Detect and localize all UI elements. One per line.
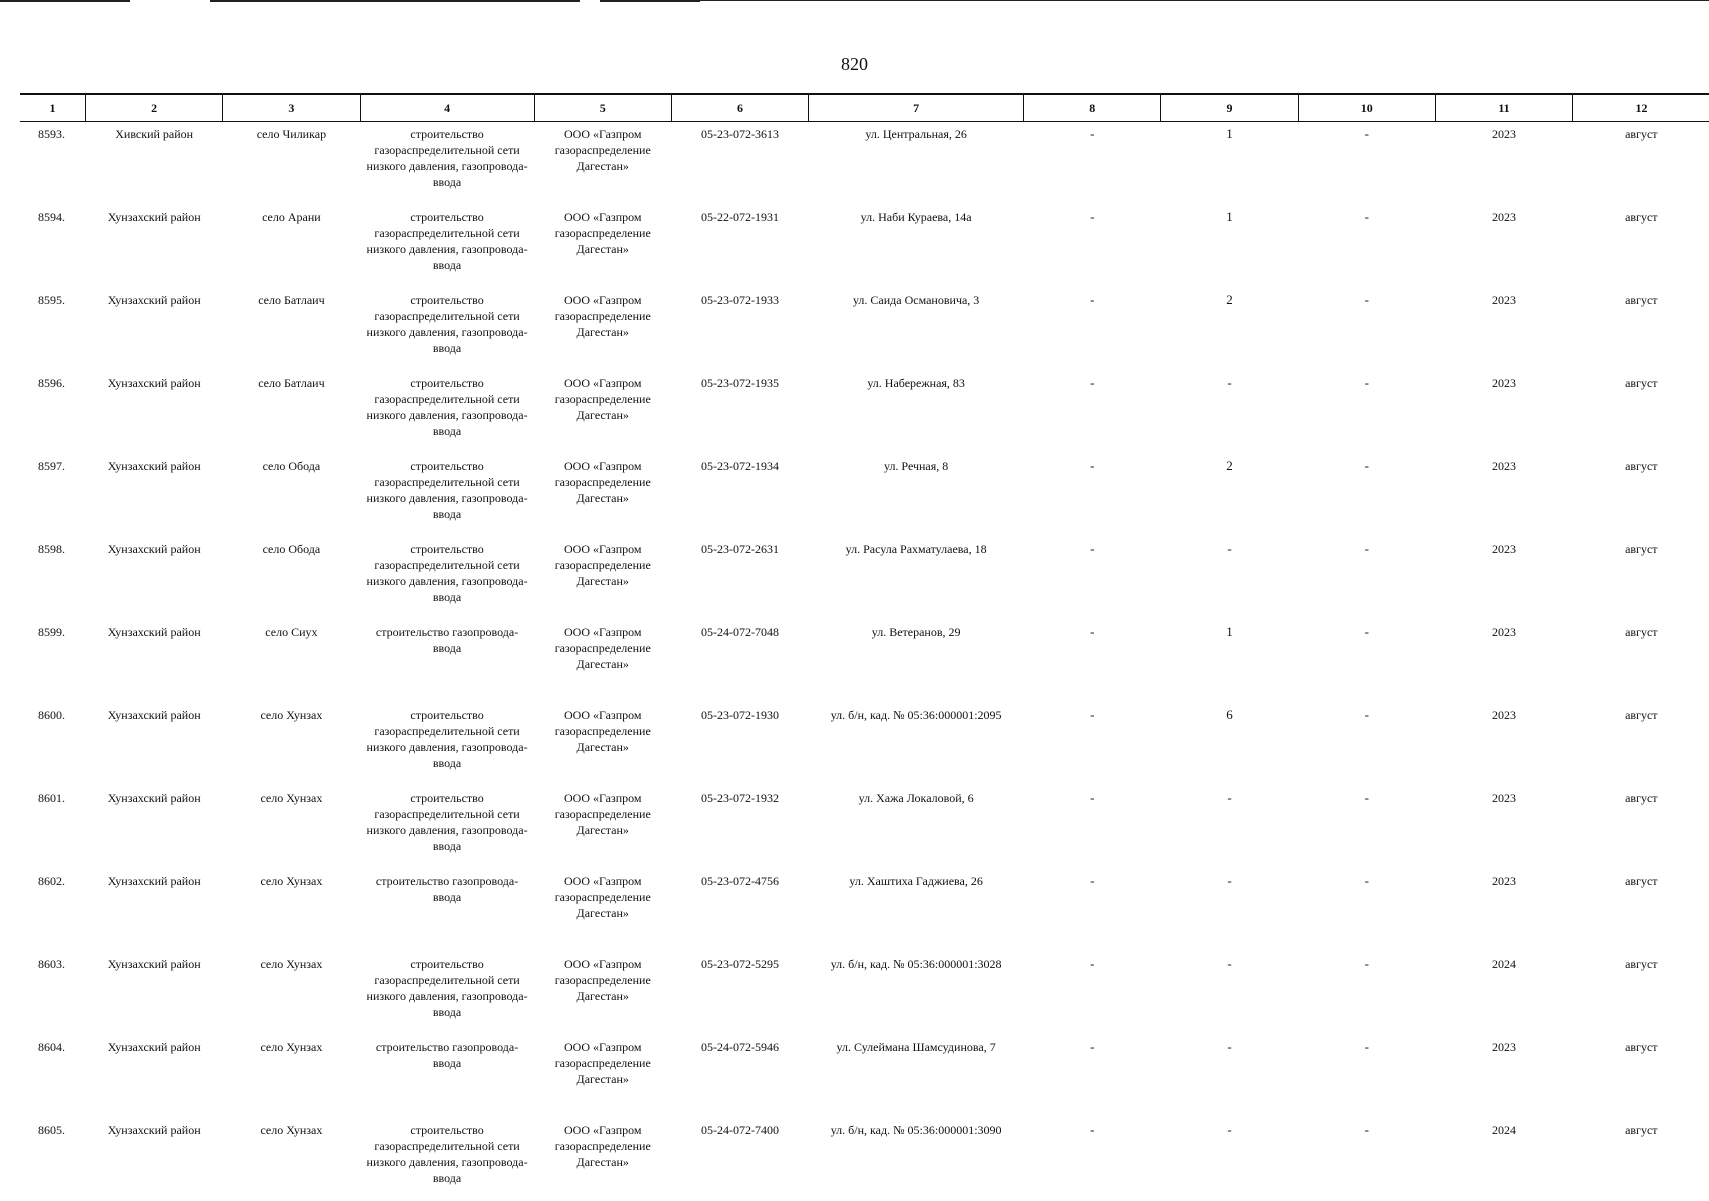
- row-number: 8596.: [38, 376, 65, 390]
- settlement: село Сиух: [265, 625, 318, 639]
- column-8-value: -: [1090, 458, 1095, 473]
- column-header-12: 12: [1573, 94, 1709, 122]
- row-number: 8600.: [38, 708, 65, 722]
- column-10-value: -: [1364, 873, 1369, 888]
- object-code: 05-24-072-7048: [700, 625, 779, 639]
- column-8-value: -: [1090, 209, 1095, 224]
- table-row: [20, 869, 1709, 952]
- column-9-value: -: [1227, 1122, 1232, 1137]
- scan-edge-line-right: [700, 0, 1709, 1]
- month: август: [1625, 210, 1658, 224]
- column-10-value: -: [1364, 209, 1369, 224]
- settlement: село Хунзах: [260, 957, 323, 971]
- column-10-value: -: [1364, 126, 1369, 141]
- district: Хунзахский район: [107, 210, 201, 224]
- work-type: строительство газопровода-ввода: [375, 874, 519, 904]
- object-code: 05-22-072-1931: [700, 210, 779, 224]
- organization: ООО «Газпром газораспределение Дагестан»: [554, 957, 651, 1003]
- month: август: [1625, 708, 1658, 722]
- district: Хунзахский район: [107, 542, 201, 556]
- organization: ООО «Газпром газораспределение Дагестан»: [554, 293, 651, 339]
- row-number: 8603.: [38, 957, 65, 971]
- work-type: строительство газопровода-ввода: [375, 1040, 519, 1070]
- address: ул. Ветеранов, 29: [871, 625, 961, 639]
- address: ул. Саида Османовича, 3: [852, 293, 980, 307]
- column-9-value: -: [1227, 873, 1232, 888]
- row-number: 8602.: [38, 874, 65, 888]
- table-row: [20, 122, 1709, 206]
- settlement: село Чиликар: [256, 127, 327, 141]
- register-table: [20, 93, 1709, 1201]
- table-row: [20, 537, 1709, 620]
- district: Хунзахский район: [107, 791, 201, 805]
- column-9-value: -: [1227, 375, 1232, 390]
- address: ул. Сулеймана Шамсудинова, 7: [836, 1040, 996, 1054]
- row-number: 8599.: [38, 625, 65, 639]
- column-header-5: 5: [534, 94, 671, 122]
- column-8-value: -: [1090, 1122, 1095, 1137]
- month: август: [1625, 1040, 1658, 1054]
- row-number: 8604.: [38, 1040, 65, 1054]
- object-code: 05-23-072-4756: [700, 874, 779, 888]
- column-9-value: 1: [1226, 126, 1233, 141]
- scan-edge-line-mid: [210, 0, 580, 2]
- address: ул. Расула Рахматулаева, 18: [845, 542, 987, 556]
- year: 2023: [1491, 459, 1516, 473]
- settlement: село Хунзах: [260, 1123, 323, 1137]
- address: ул. Речная, 8: [883, 459, 949, 473]
- row-number: 8605.: [38, 1123, 65, 1137]
- column-8-value: -: [1090, 292, 1095, 307]
- settlement: село Батлаич: [258, 293, 325, 307]
- work-type: строительство газораспределительной сети низкого давления, газопровода-ввода: [366, 376, 528, 438]
- column-header-3: 3: [223, 94, 360, 122]
- organization: ООО «Газпром газораспределение Дагестан»: [554, 874, 651, 920]
- column-9-value: -: [1227, 956, 1232, 971]
- header-row: [20, 94, 1709, 122]
- month: август: [1625, 376, 1658, 390]
- column-9-value: -: [1227, 1039, 1232, 1054]
- column-header-10: 10: [1298, 94, 1435, 122]
- year: 2023: [1491, 293, 1516, 307]
- column-10-value: -: [1364, 956, 1369, 971]
- table-row: [20, 786, 1709, 869]
- column-10-value: -: [1364, 1039, 1369, 1054]
- address: ул. Наби Кураева, 14а: [860, 210, 972, 224]
- settlement: село Хунзах: [260, 874, 323, 888]
- table-row: [20, 620, 1709, 703]
- column-10-value: -: [1364, 458, 1369, 473]
- work-type: строительство газораспределительной сети низкого давления, газопровода-ввода: [366, 1123, 528, 1185]
- column-10-value: -: [1364, 790, 1369, 805]
- month: август: [1625, 791, 1658, 805]
- district: Хивский район: [115, 127, 194, 141]
- settlement: село Хунзах: [260, 791, 323, 805]
- column-header-7: 7: [809, 94, 1024, 122]
- column-header-2: 2: [86, 94, 223, 122]
- address: ул. б/н, кад. № 05:36:000001:3090: [830, 1123, 1002, 1137]
- row-number: 8594.: [38, 210, 65, 224]
- year: 2024: [1491, 957, 1516, 971]
- work-type: строительство газораспределительной сети низкого давления, газопровода-ввода: [366, 459, 528, 521]
- year: 2023: [1491, 376, 1516, 390]
- column-9-value: 1: [1226, 209, 1233, 224]
- table-row: [20, 703, 1709, 786]
- column-10-value: -: [1364, 624, 1369, 639]
- work-type: строительство газораспределительной сети низкого давления, газопровода-ввода: [366, 542, 528, 604]
- object-code: 05-24-072-5946: [700, 1040, 779, 1054]
- work-type: строительство газораспределительной сети низкого давления, газопровода-ввода: [366, 708, 528, 770]
- column-9-value: 2: [1226, 292, 1233, 307]
- year: 2023: [1491, 708, 1516, 722]
- row-number: 8598.: [38, 542, 65, 556]
- column-10-value: -: [1364, 292, 1369, 307]
- column-10-value: -: [1364, 375, 1369, 390]
- month: август: [1625, 874, 1658, 888]
- month: август: [1625, 542, 1658, 556]
- object-code: 05-23-072-5295: [700, 957, 779, 971]
- year: 2023: [1491, 791, 1516, 805]
- object-code: 05-24-072-7400: [700, 1123, 779, 1137]
- work-type: строительство газораспределительной сети низкого давления, газопровода-ввода: [366, 127, 528, 189]
- work-type: строительство газораспределительной сети низкого давления, газопровода-ввода: [366, 210, 528, 272]
- address: ул. Хажа Локаловой, 6: [858, 791, 974, 805]
- organization: ООО «Газпром газораспределение Дагестан»: [554, 376, 651, 422]
- column-9-value: 2: [1226, 458, 1233, 473]
- district: Хунзахский район: [107, 459, 201, 473]
- district: Хунзахский район: [107, 874, 201, 888]
- organization: ООО «Газпром газораспределение Дагестан»: [554, 1040, 651, 1086]
- address: ул. Набережная, 83: [867, 376, 965, 390]
- organization: ООО «Газпром газораспределение Дагестан»: [554, 1123, 651, 1169]
- object-code: 05-23-072-3613: [700, 127, 779, 141]
- year: 2023: [1491, 874, 1516, 888]
- column-8-value: -: [1090, 707, 1095, 722]
- settlement: село Хунзах: [260, 708, 323, 722]
- year: 2023: [1491, 127, 1516, 141]
- column-header-1: 1: [20, 94, 86, 122]
- month: август: [1625, 127, 1658, 141]
- column-8-value: -: [1090, 873, 1095, 888]
- district: Хунзахский район: [107, 957, 201, 971]
- settlement: село Батлаич: [258, 376, 325, 390]
- table-row: [20, 205, 1709, 288]
- object-code: 05-23-072-1932: [700, 791, 779, 805]
- year: 2023: [1491, 210, 1516, 224]
- settlement: село Обода: [262, 542, 321, 556]
- settlement: село Обода: [262, 459, 321, 473]
- organization: ООО «Газпром газораспределение Дагестан»: [554, 791, 651, 837]
- table-row: [20, 1118, 1709, 1201]
- column-8-value: -: [1090, 790, 1095, 805]
- object-code: 05-23-072-2631: [700, 542, 779, 556]
- organization: ООО «Газпром газораспределение Дагестан»: [554, 708, 651, 754]
- table-row: [20, 371, 1709, 454]
- organization: ООО «Газпром газораспределение Дагестан»: [554, 625, 651, 671]
- column-8-value: -: [1090, 126, 1095, 141]
- column-8-value: -: [1090, 624, 1095, 639]
- column-10-value: -: [1364, 541, 1369, 556]
- year: 2023: [1491, 625, 1516, 639]
- month: август: [1625, 293, 1658, 307]
- district: Хунзахский район: [107, 293, 201, 307]
- column-header-8: 8: [1024, 94, 1161, 122]
- column-header-6: 6: [671, 94, 808, 122]
- work-type: строительство газораспределительной сети низкого давления, газопровода-ввода: [366, 791, 528, 853]
- settlement: село Арани: [262, 210, 321, 224]
- organization: ООО «Газпром газораспределение Дагестан»: [554, 127, 651, 173]
- year: 2023: [1491, 542, 1516, 556]
- district: Хунзахский район: [107, 708, 201, 722]
- column-9-value: -: [1227, 790, 1232, 805]
- column-9-value: 1: [1226, 624, 1233, 639]
- page-number: 820: [841, 54, 868, 74]
- table-row: [20, 952, 1709, 1035]
- district: Хунзахский район: [107, 376, 201, 390]
- district: Хунзахский район: [107, 1123, 201, 1137]
- column-8-value: -: [1090, 541, 1095, 556]
- column-8-value: -: [1090, 956, 1095, 971]
- column-header-9: 9: [1161, 94, 1298, 122]
- address: ул. б/н, кад. № 05:36:000001:2095: [830, 708, 1002, 722]
- column-9-value: 6: [1226, 707, 1233, 722]
- table-row: [20, 454, 1709, 537]
- year: 2024: [1491, 1123, 1516, 1137]
- column-8-value: -: [1090, 375, 1095, 390]
- object-code: 05-23-072-1934: [700, 459, 779, 473]
- work-type: строительство газопровода-ввода: [375, 625, 519, 655]
- work-type: строительство газораспределительной сети низкого давления, газопровода-ввода: [366, 293, 528, 355]
- table-row: [20, 1035, 1709, 1118]
- object-code: 05-23-072-1930: [700, 708, 779, 722]
- organization: ООО «Газпром газораспределение Дагестан»: [554, 210, 651, 256]
- settlement: село Хунзах: [260, 1040, 323, 1054]
- column-header-11: 11: [1435, 94, 1572, 122]
- column-8-value: -: [1090, 1039, 1095, 1054]
- object-code: 05-23-072-1935: [700, 376, 779, 390]
- address: ул. б/н, кад. № 05:36:000001:3028: [830, 957, 1002, 971]
- object-code: 05-23-072-1933: [700, 293, 779, 307]
- district: Хунзахский район: [107, 1040, 201, 1054]
- month: август: [1625, 459, 1658, 473]
- row-number: 8595.: [38, 293, 65, 307]
- organization: ООО «Газпром газораспределение Дагестан»: [554, 542, 651, 588]
- month: август: [1625, 625, 1658, 639]
- address: ул. Хаштиха Гаджиева, 26: [849, 874, 983, 888]
- year: 2023: [1491, 1040, 1516, 1054]
- row-number: 8593.: [38, 127, 65, 141]
- table-row: [20, 288, 1709, 371]
- address: ул. Центральная, 26: [865, 127, 967, 141]
- organization: ООО «Газпром газораспределение Дагестан»: [554, 459, 651, 505]
- scan-edge-line-mid-2: [600, 0, 700, 2]
- month: август: [1625, 957, 1658, 971]
- scan-edge-line-left: [0, 0, 130, 2]
- month: август: [1625, 1123, 1658, 1137]
- row-number: 8597.: [38, 459, 65, 473]
- column-10-value: -: [1364, 707, 1369, 722]
- column-header-4: 4: [360, 94, 534, 122]
- work-type: строительство газораспределительной сети низкого давления, газопровода-ввода: [366, 957, 528, 1019]
- column-10-value: -: [1364, 1122, 1369, 1137]
- column-9-value: -: [1227, 541, 1232, 556]
- district: Хунзахский район: [107, 625, 201, 639]
- row-number: 8601.: [38, 791, 65, 805]
